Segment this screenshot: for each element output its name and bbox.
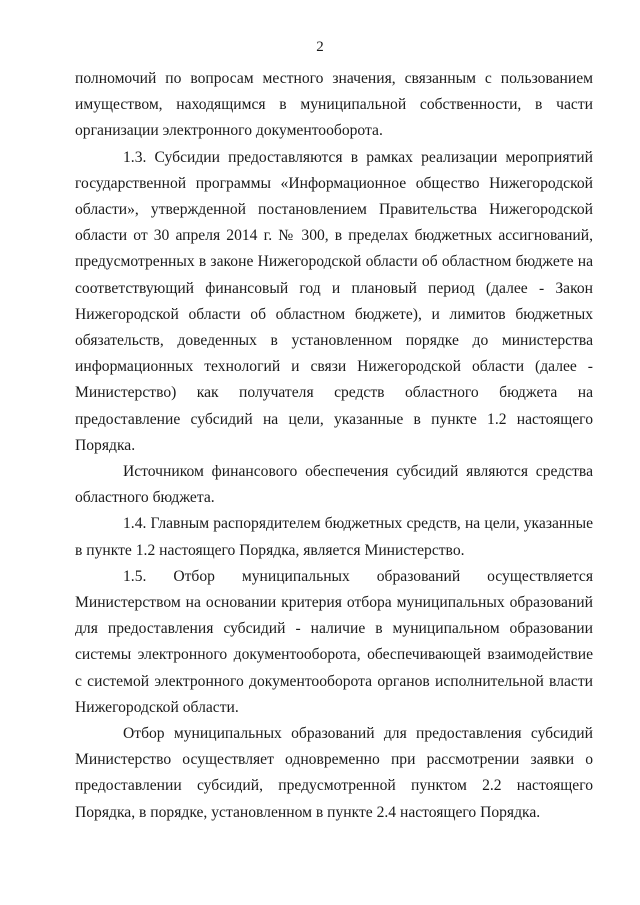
paragraph-1-4: 1.4. Главным распорядителем бюджетных средств, на цели, указанные в пункте 1.2 настоящего Порядка, является Министерство.	[75, 515, 593, 559]
document-body	[75, 66, 593, 826]
paragraph-selection: Отбор муниципальных образований для предоставления субсидий Министерство осуществляет одновременно при рассмотрении заявки о предоставлении субсидий, предусмотренной пунктом 2.2 настоящего Порядка, в порядке, установленном в пункте 2.4 настоящего Порядка.	[75, 725, 593, 821]
paragraph-1-5: 1.5. Отбор муниципальных образований осуществляется Министерством на основании критерия отбора муниципальных образований для предоставления субсидий - наличие в муниципальном образовании системы электронного документооборота, обеспечивающей взаимодействие с системой электронного документооборота органов исполнительной власти Нижегородской области.	[75, 567, 593, 716]
page-number: 2	[316, 39, 324, 55]
paragraph-1-3: 1.3. Субсидии предоставляются в рамках реализации мероприятий государственной программы «Информационное общество Нижегородской области», утвержденной постановлением Правительства Нижегородской области от 30 апреля 2014 г. № 300, в пределах бюджетных ассигнований, предусмотренных в законе Нижегородской области об областном бюджете на соответствующий финансовый год и плановый период (далее - Закон Нижегородской области об областном бюджете), и лимитов бюджетных обязательств, доведенных в установленном порядке до министерства информационных технологий и связи Нижегородской области (далее - Министерство) как получателя средств областного бюджета на предоставление субсидий на цели, указанные в пункте 1.2 настоящего Порядка.	[75, 148, 593, 454]
paragraph-continuation: полномочий по вопросам местного значения, связанным с пользованием имуществом, находящимся в муниципальной собственности, в части организации электронного документооборота.	[75, 70, 593, 140]
paragraph-funding-source: Источником финансового обеспечения субсидий являются средства областного бюджета.	[75, 463, 593, 507]
